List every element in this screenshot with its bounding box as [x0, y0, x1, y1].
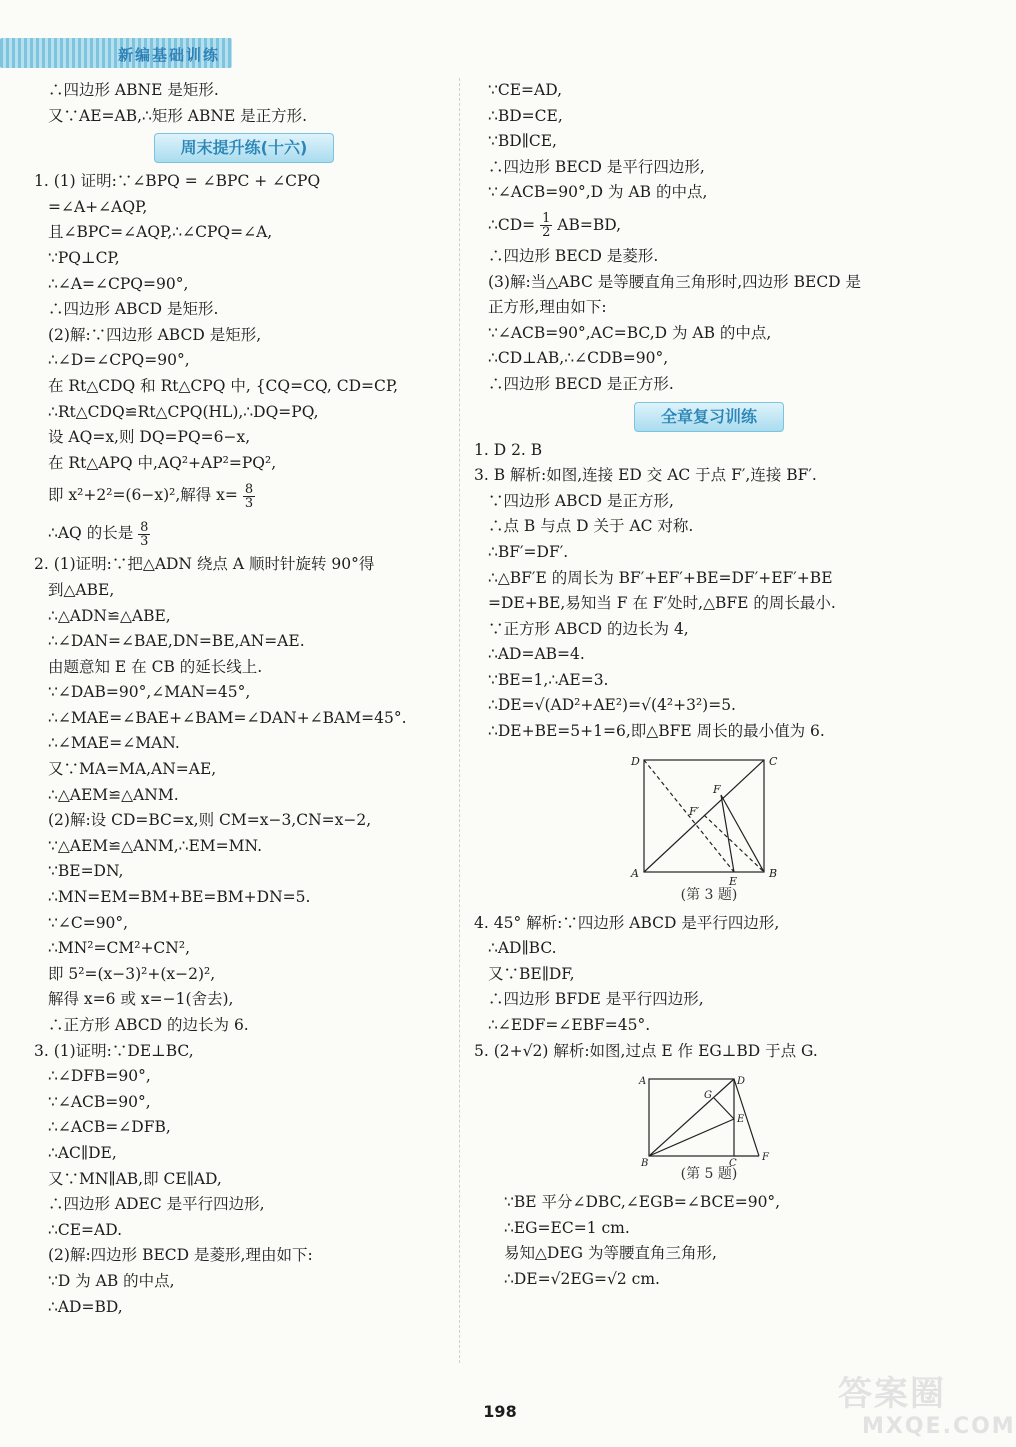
text-line: =∠A+∠AQP,	[48, 197, 148, 216]
banner-review-label: 全章复习训练	[634, 402, 784, 432]
text-line: (2)解:四边形 BECD 是菱形,理由如下:	[48, 1246, 313, 1265]
text-line: 由题意知 E 在 CB 的延长线上.	[48, 657, 263, 676]
right-lines-a	[474, 78, 944, 206]
fraction-denominator: 3	[244, 495, 254, 511]
text-line: ∵∠C=90°,	[48, 913, 129, 932]
banner-weekend-label: 周末提升练(十六)	[154, 133, 335, 163]
text-line: 正方形,理由如下:	[488, 298, 607, 317]
text-line: ∴DE=√2EG=√2 cm.	[504, 1270, 660, 1288]
diagonal-bd	[649, 1079, 734, 1156]
equation-cd-half	[474, 206, 944, 244]
text-line: ∴DE=√(AD²+AE²)=√(4²+3²)=5.	[488, 696, 736, 715]
equation-cd-prefix: ∴CD=	[488, 215, 536, 234]
segment-ge	[714, 1098, 734, 1119]
text-line: ∴∠MAE=∠MAN.	[48, 734, 180, 753]
label-c: C	[729, 1158, 737, 1170]
text-line: ∴△ADN≌△ABE,	[48, 606, 171, 625]
right-lines-b	[474, 244, 944, 398]
right-lines-c	[474, 438, 944, 745]
text-line: 即 5²=(x−3)²+(x−2)²,	[48, 964, 216, 983]
text-line: ∴四边形 BECD 是菱形.	[488, 246, 659, 265]
text-line: 2. (1)证明:∵把△ADN 绕点 A 顺时针旋转 90°得	[34, 555, 375, 574]
text-line: ∵BE 平分∠DBC,∠EGB=∠BCE=90°,	[504, 1193, 781, 1212]
text-line: ∴△BF′E 的周长为 BF′+EF′+BE=DF′+EF′+BE	[488, 568, 833, 587]
text-line: (3)解:当△ABC 是等腰直角三角形时,四边形 BECD 是	[488, 272, 862, 291]
fraction-numerator: 8	[244, 481, 254, 497]
equation-solve-text: 即 x²+2²=(6−x)²,解得 x=	[48, 486, 238, 505]
text-line: ∴AD∥BC.	[488, 939, 557, 958]
text-line: ∴∠DFB=90°,	[48, 1067, 151, 1086]
text-line: ∴四边形 BECD 是平行四边形,	[488, 157, 705, 176]
text-line: 4. 45° 解析:∵四边形 ABCD 是平行四边形,	[474, 913, 780, 932]
figure-3-caption: (第 3 题)	[680, 886, 738, 903]
equation-solve	[34, 476, 454, 514]
text-line: ∵∠ACB=90°,AC=BC,D 为 AB 的中点,	[488, 323, 772, 342]
text-line: ∴AD=AB=4.	[488, 645, 585, 664]
fraction-denominator: 2	[542, 225, 551, 241]
text-line: ∵BE=1,∴AE=3.	[488, 670, 609, 689]
text-line: ∴四边形 ADEC 是平行四边形,	[48, 1195, 265, 1214]
text-line: ∵四边形 ABCD 是正方形,	[488, 491, 674, 510]
text-line: ∴MN=EM=BM+BE=BM+DN=5.	[48, 888, 311, 907]
text-line: 1. D 2. B	[474, 440, 543, 459]
left-column	[34, 78, 454, 1320]
watermark-url: MXQE.COM	[862, 1414, 1016, 1439]
text-line: ∵△AEM≌△ANM,∴EM=MN.	[48, 836, 263, 855]
equation-final-text: ∴AQ 的长是	[48, 524, 134, 543]
label-c: C	[769, 754, 778, 768]
figure-3-diagram	[609, 754, 809, 888]
right-lines-d	[474, 911, 944, 1065]
text-line: ∴∠D=∠CPQ=90°,	[48, 351, 190, 370]
label-d: D	[737, 1076, 746, 1088]
banner-review	[474, 402, 944, 432]
text-line: ∴四边形 ABNE 是矩形.	[48, 81, 219, 99]
text-line: ∴四边形 BECD 是正方形.	[488, 374, 674, 393]
label-b: B	[769, 866, 778, 880]
text-line: ∵∠ACB=90°,D 为 AB 的中点,	[488, 183, 708, 202]
figure-3	[474, 755, 944, 905]
text-line: ∵PQ⊥CP,	[48, 248, 120, 267]
label-e: E	[729, 874, 738, 888]
label-g: G	[704, 1090, 712, 1102]
text-line: 又∵AE=AB,∴矩形 ABNE 是正方形.	[48, 106, 308, 125]
text-line: ∴点 B 与点 D 关于 AC 对称.	[488, 517, 694, 536]
fraction-eight-thirds-final	[138, 521, 150, 548]
segment-be	[649, 1119, 734, 1156]
text-line: ∴BF′=DF′.	[488, 542, 569, 561]
fraction-denominator: 3	[140, 533, 149, 549]
label-e: E	[737, 1114, 745, 1126]
text-line: 又∵MN∥AB,即 CE∥AD,	[48, 1169, 222, 1188]
label-d: D	[631, 754, 640, 768]
text-line: ∵CE=AD,	[488, 81, 563, 99]
text-line: 在 Rt△APQ 中,AQ²+AP²=PQ²,	[48, 453, 277, 472]
text-line: 3. (1)证明:∵DE⊥BC,	[34, 1041, 194, 1060]
text-line: ∴∠EDF=∠EBF=45°.	[488, 1016, 651, 1035]
label-f: F	[713, 782, 721, 796]
equation-final	[34, 514, 454, 552]
text-line: ∴AD=BD,	[48, 1297, 123, 1316]
text-line: 5. (2+√2) 解析:如图,过点 E 作 EG⊥BD 于点 G.	[474, 1041, 818, 1060]
text-line: ∵∠DAB=90°,∠MAN=45°,	[48, 683, 251, 702]
text-line: 在 Rt△CDQ 和 Rt△CPQ 中, {CQ=CQ, CD=CP,	[48, 376, 399, 395]
banner-weekend	[34, 133, 454, 163]
label-f: F	[762, 1152, 769, 1164]
figure-5-caption: (第 5 题)	[680, 1166, 738, 1183]
label-a: A	[639, 1076, 647, 1088]
left-lines-b	[34, 552, 454, 1320]
column-divider	[459, 78, 460, 1363]
left-top-lines	[34, 78, 454, 129]
text-line: ∵BD∥CE,	[488, 132, 557, 151]
right-column	[474, 78, 944, 1293]
text-line: 3. B 解析:如图,连接 ED 交 AC 于点 F′,连接 BF′.	[474, 466, 817, 485]
left-lines-a	[34, 169, 454, 476]
text-line: ∴∠MAE=∠BAE+∠BAM=∠DAN+∠BAM=45°.	[48, 708, 407, 727]
text-line: ∴∠A=∠CPQ=90°,	[48, 274, 189, 293]
right-lines-e	[474, 1190, 944, 1292]
text-line: ∴BD=CE,	[488, 106, 563, 125]
text-line: (2)解:∵四边形 ABCD 是矩形,	[48, 325, 262, 344]
text-line: ∴四边形 BFDE 是平行四边形,	[488, 990, 704, 1009]
equation-cd-suffix: AB=BD,	[557, 215, 622, 234]
label-a: A	[631, 866, 639, 880]
text-line: ∴EG=EC=1 cm.	[504, 1218, 630, 1237]
text-line: ∴△AEM≌△ANM.	[48, 785, 179, 804]
fraction-numerator: 8	[140, 519, 149, 535]
fraction-numerator: 1	[542, 211, 551, 227]
text-line: ∴正方形 ABCD 的边长为 6.	[48, 1016, 249, 1034]
text-line: ∴DE+BE=5+1=6,即△BFE 周长的最小值为 6.	[488, 722, 825, 741]
text-line: ∴∠DAN=∠BAE,DN=BE,AN=AE.	[48, 632, 305, 651]
header-title: 新编基础训练	[118, 46, 221, 64]
text-line: 到△ABE,	[48, 580, 115, 599]
text-line: 1. (1) 证明:∵∠BPQ = ∠BPC + ∠CPQ	[34, 172, 321, 191]
text-line: 解得 x=6 或 x=−1(舍去),	[48, 990, 234, 1009]
text-line: 又∵BE∥DF,	[488, 964, 575, 983]
figure-5-diagram	[629, 1074, 789, 1170]
text-line: ∴Rt△CDQ≌Rt△CPQ(HL),∴DQ=PQ,	[48, 402, 319, 421]
figure-5	[474, 1074, 944, 1184]
text-line: ∴AC∥DE,	[48, 1143, 117, 1162]
fraction-eight-thirds	[243, 483, 255, 510]
text-line: ∴CD⊥AB,∴∠CDB=90°,	[488, 349, 669, 368]
text-line: 且∠BPC=∠AQP,∴∠CPQ=∠A,	[48, 223, 273, 242]
text-line: 设 AQ=x,则 DQ=PQ=6−x,	[48, 428, 251, 447]
text-line: ∴∠ACB=∠DFB,	[48, 1118, 171, 1137]
watermark-logo: 答案圈	[838, 1374, 946, 1414]
text-line: ∵D 为 AB 的中点,	[48, 1271, 175, 1290]
label-f-prime: F′	[689, 804, 700, 818]
page-number: 198	[483, 1402, 517, 1421]
text-line: 又∵MA=MA,AN=AE,	[48, 760, 217, 779]
text-line: ∵BE=DN,	[48, 862, 124, 881]
fraction-one-half	[540, 212, 552, 239]
text-line: ∵正方形 ABCD 的边长为 4,	[488, 619, 689, 638]
text-line: =DE+BE,易知当 F 在 F′处时,△BFE 的周长最小.	[488, 594, 836, 613]
text-line: ∴四边形 ABCD 是矩形.	[48, 300, 219, 319]
text-line: (2)解:设 CD=BC=x,则 CM=x−3,CN=x−2,	[48, 811, 372, 830]
text-line: 易知△DEG 为等腰直角三角形,	[504, 1244, 717, 1263]
label-b: B	[641, 1158, 649, 1170]
text-line: ∴MN²=CM²+CN²,	[48, 939, 190, 958]
segment-f2b	[704, 815, 764, 872]
text-line: ∴CE=AD.	[48, 1220, 123, 1239]
text-line: ∵∠ACB=90°,	[48, 1092, 151, 1111]
